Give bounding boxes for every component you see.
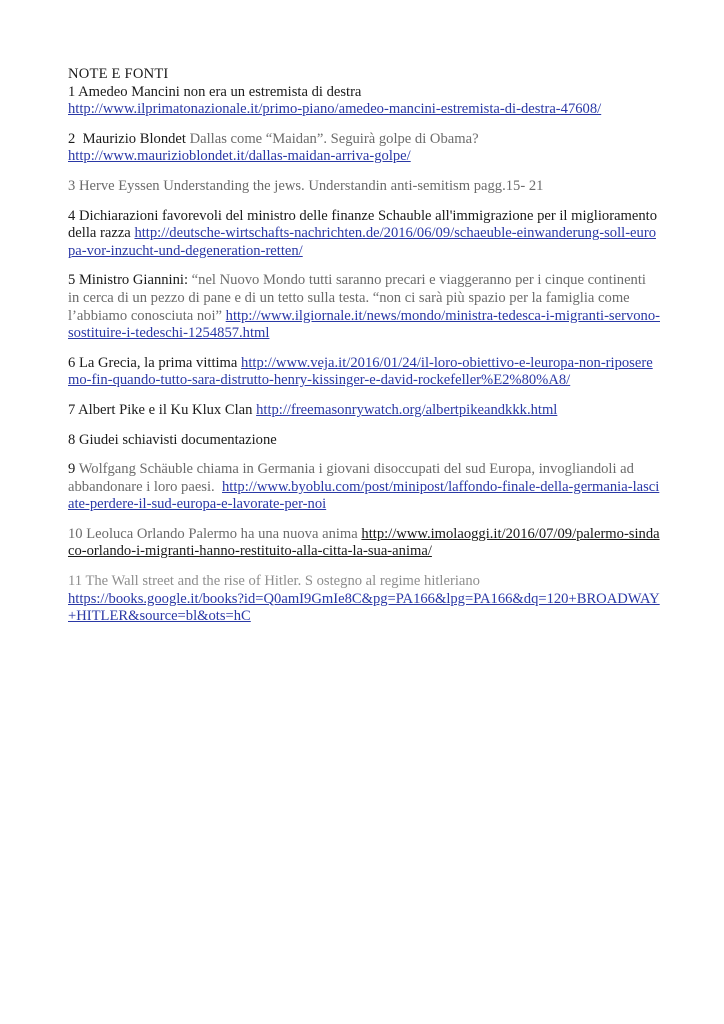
note-number: 4 (68, 207, 76, 224)
note-number: 3 (68, 177, 76, 194)
note-link[interactable]: http://deutsche-wirtschafts-nachrichten.de/2016/06/09/schaeuble-einwanderung-soll-europa-vor-inzucht-und-degeneration-retten/ (68, 225, 656, 259)
note-7 (68, 402, 660, 420)
note-link[interactable]: http://www.ilgiornale.it/news/mondo/ministra-tedesca-i-migranti-servono-sostituire-i-tedeschi-1254857.html (68, 307, 660, 342)
note-author: Ministro Giannini: (78, 272, 189, 289)
note-number: 5 (68, 272, 76, 289)
note-link[interactable]: https://books.google.it/books?id=Q0amI9GmIe8C&pg=PA166&lpg=PA166&dq=120+BROADWAY+HITLER&source=bl&ots=hC (68, 590, 660, 625)
note-link[interactable]: http://www.imolaoggi.it/2016/07/09/palermo-sindaco-orlando-i-migranti-hanno-restituito-alla-citta-la-sua-anima/ (68, 525, 660, 560)
note-8 (68, 432, 660, 450)
page-title: NOTE E FONTI (68, 66, 169, 82)
note-5 (68, 272, 660, 342)
note-3 (68, 178, 660, 196)
note-link[interactable]: http://www.veja.it/2016/01/24/il-loro-obiettivo-e-leuropa-non-riposeremo-fin-quando-tutto-sara-distrutto-henry-kissinger-e-david-rockefeller%E2%80%A8/ (68, 354, 653, 389)
note-link[interactable]: http://www.maurizioblondet.it/dallas-maidan-arriva-golpe/ (68, 148, 411, 165)
note-number: 7 (68, 401, 76, 418)
note-text: Leoluca Orlando Palermo ha una nuova anima (86, 525, 358, 542)
note-text: Dallas come “Maidan”. Seguirà golpe di Obama? (189, 130, 479, 147)
note-4 (68, 208, 660, 261)
note-link[interactable]: http://www.ilprimatonazionale.it/primo-piano/amedeo-mancini-estremista-di-destra-47608/ (68, 101, 602, 118)
note-link[interactable]: http://freemasonrywatch.org/albertpikeandkkk.html (256, 401, 558, 418)
note-text: Giudei schiavisti documentazione (78, 431, 277, 448)
note-number: 9 (68, 461, 76, 478)
note-9 (68, 461, 660, 514)
note-11 (68, 573, 660, 626)
note-1 (68, 84, 660, 119)
note-6 (68, 355, 660, 390)
note-author: Maurizio Blondet (82, 130, 186, 147)
note-10 (68, 526, 660, 561)
note-text: Amedeo Mancini non era un estremista di destra (78, 83, 362, 100)
note-number: 11 (68, 573, 83, 590)
note-number: 10 (68, 525, 83, 542)
note-text: The Wall street and the rise of Hitler. S ostegno al regime hitleriano (85, 573, 480, 590)
note-text: La Grecia, la prima vittima (78, 354, 238, 371)
note-number: 1 (68, 83, 76, 100)
note-text: Dichiarazioni favorevoli del ministro delle finanze Schauble all'immigrazione per il miglioramento della razza (68, 207, 658, 242)
note-2 (68, 131, 660, 166)
note-text: Albert Pike e il Ku Klux Clan (78, 401, 253, 418)
note-text: Herve Eyssen Understanding the jews. Understandin anti-semitism pagg.15- 21 (78, 177, 544, 194)
note-number: 8 (68, 431, 76, 448)
note-link[interactable]: http://www.byoblu.com/post/minipost/laffondo-finale-della-germania-lasciate-perdere-il-sud-europa-e-lavorate-per-noi (68, 478, 660, 513)
note-text: “nel Nuovo Mondo tutti saranno precari e viaggeranno per i cinque continenti in cerca di un pezzo di pane e di un tetto sulla testa. “non ci sarà più spazio per la famiglia come l’abbiamo conosciuta noi” (68, 272, 646, 324)
document-page (68, 66, 660, 638)
note-text: Wolfgang Schäuble chiama in Germania i giovani disoccupati del sud Europa, invogliandoli ad abbandonare i loro paesi. (68, 461, 634, 495)
note-number: 6 (68, 354, 76, 371)
note-number: 2 (68, 130, 76, 147)
